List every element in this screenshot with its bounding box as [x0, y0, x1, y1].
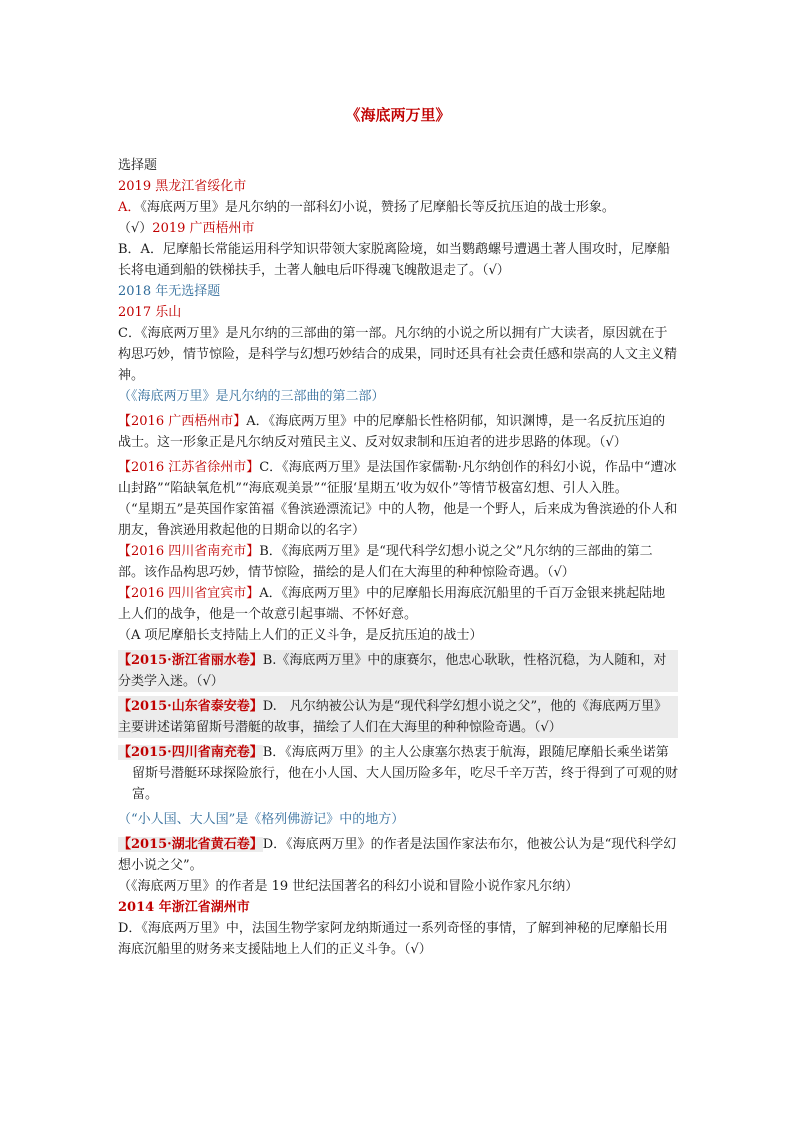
source-label: 【2016 广西梧州市】 [118, 414, 247, 429]
question-text: A．《海底两万里》中的尼摩船长用海底沉船里的千百万金银来挑起陆地上人们的战争，他是一个故意引起事端、不怀好意。 [118, 586, 666, 622]
option-letter: A． [118, 200, 141, 215]
answer-note: （“星期五”是英国作家笛福《鲁滨逊漂流记》中的人物，他是一个野人，后来成为鲁滨逊的仆人和朋友，鲁滨逊用救起他的日期命以的名字） [118, 502, 678, 538]
source-label: 【2016 江苏省徐州市】 [118, 460, 260, 475]
source-label: 【2015·四川省南充卷】 [118, 745, 263, 760]
question-text: 《海底两万里》是凡尔纳的一部科幻小说，赞扬了尼摩船长等反抗压迫的战士形象。 [140, 200, 615, 215]
question-item [118, 834, 678, 876]
question-text: B．《海底两万里》是“现代科学幻想小说之父”凡尔纳的三部曲的第二部。该作品构思巧妙，情节惊险，描绘的是人们在大海里的种种惊险奇遇。（√） [118, 544, 653, 580]
question-item [118, 541, 678, 583]
question-text: B．《海底两万里》的主人公康塞尔热衷于航海，跟随尼摩船长乘坐诺第留斯号潜艇环球探险旅行，他在小人国、大人国历险多年，吃尽千辛万苦，终于得到了可观的财富。 [132, 745, 679, 802]
source-label: 2019 黑龙江省绥化市 [118, 179, 247, 194]
source-label: 【2016 四川省南充市】 [118, 544, 260, 559]
source-label: 2017 乐山 [118, 305, 182, 320]
question-text: B.《海底两万里》中的康赛尔，他忠心耿耿，性格沉稳，为人随和，对分类学入迷。（√） [118, 653, 667, 689]
answer-line [118, 218, 678, 239]
source-label: 【2016 四川省宜宾市】 [118, 586, 260, 601]
section-heading: 选择题 [118, 158, 158, 173]
document-page [118, 104, 678, 960]
question-item [118, 742, 678, 830]
question-text: C．《海底两万里》是凡尔纳的三部曲的第一部。凡尔纳的小说之所以拥有广大读者，原因就在于构思巧妙，情节惊险，是科学与幻想巧妙结合的成果，同时还具有社会责任感和崇高的人文主义精神。 [118, 326, 678, 383]
document-title: 《海底两万里》 [345, 106, 451, 124]
question-item [118, 457, 678, 499]
question-text: D．《海底两万里》中，法国生物学家阿龙纳斯通过一系列奇怪的事情，了解到神秘的尼摩船长用海底沉船里的财务来支援陆地上人们的正义斗争。（√） [118, 921, 668, 957]
question-item [118, 583, 678, 625]
question-text: C．《海底两万里》是法国作家儒勒·凡尔纳创作的科幻小说，作品中“遭冰山封路”“陷缺氧危机”“海底观美景”“征服‘星期五’收为奴仆”等情节极富幻想、引人入胜。 [118, 460, 677, 496]
answer-note: （“小人国、大人国”是《格列佛游记》中的地方） [118, 812, 405, 827]
answer-note: （A 项尼摩船长支持陆上人们的正义斗争，是反抗压迫的战士） [118, 628, 483, 643]
source-label: 2018 年无选择题 [118, 284, 221, 299]
question-item [118, 696, 678, 738]
source-label: 【2015·山东省泰安卷】 [118, 699, 263, 714]
answer-note: （《海底两万里》的作者是 19 世纪法国著名的科幻小说和冒险小说作家凡尔纳） [118, 879, 579, 894]
question-item [118, 650, 678, 692]
question-text: D. 凡尔纳被公认为是“现代科学幻想小说之父”，他的《海底两万里》主要讲述诺第留斯号潜艇的故事，描绘了人们在大海里的种种惊险奇遇。（√） [118, 699, 668, 735]
answer-mark: （√） [118, 221, 153, 236]
question-text: B．A．尼摩船长常能运用科学知识带领大家脱离险境，如当鹦鹉螺号遭遇土著人围攻时，尼摩船长将电通到船的铁梯扶手，土著人触电后吓得魂飞魄散退走了。（√） [118, 242, 670, 278]
question-text: A．《海底两万里》中的尼摩船长性格阴郁，知识渊博，是一名反抗压迫的战士。这一形象正是凡尔纳反对殖民主义、反对奴隶制和压迫者的进步思路的体现。（√） [118, 414, 666, 450]
answer-note: （《海底两万里》是凡尔纳的三部曲的第二部） [118, 389, 385, 404]
source-label: 2014 年浙江省湖州市 [118, 900, 250, 915]
source-label: 【2015·浙江省丽水卷】 [118, 653, 263, 668]
question-item [118, 197, 678, 218]
source-label: 【2015·湖北省黄石卷】 [118, 837, 263, 852]
question-text: D．《海底两万里》的作者是法国作家法布尔，他被公认为是“现代科学幻想小说之父”。 [118, 837, 677, 873]
source-label: 2019 广西梧州市 [152, 221, 255, 236]
question-item [118, 411, 678, 453]
question-text-block [118, 742, 678, 805]
